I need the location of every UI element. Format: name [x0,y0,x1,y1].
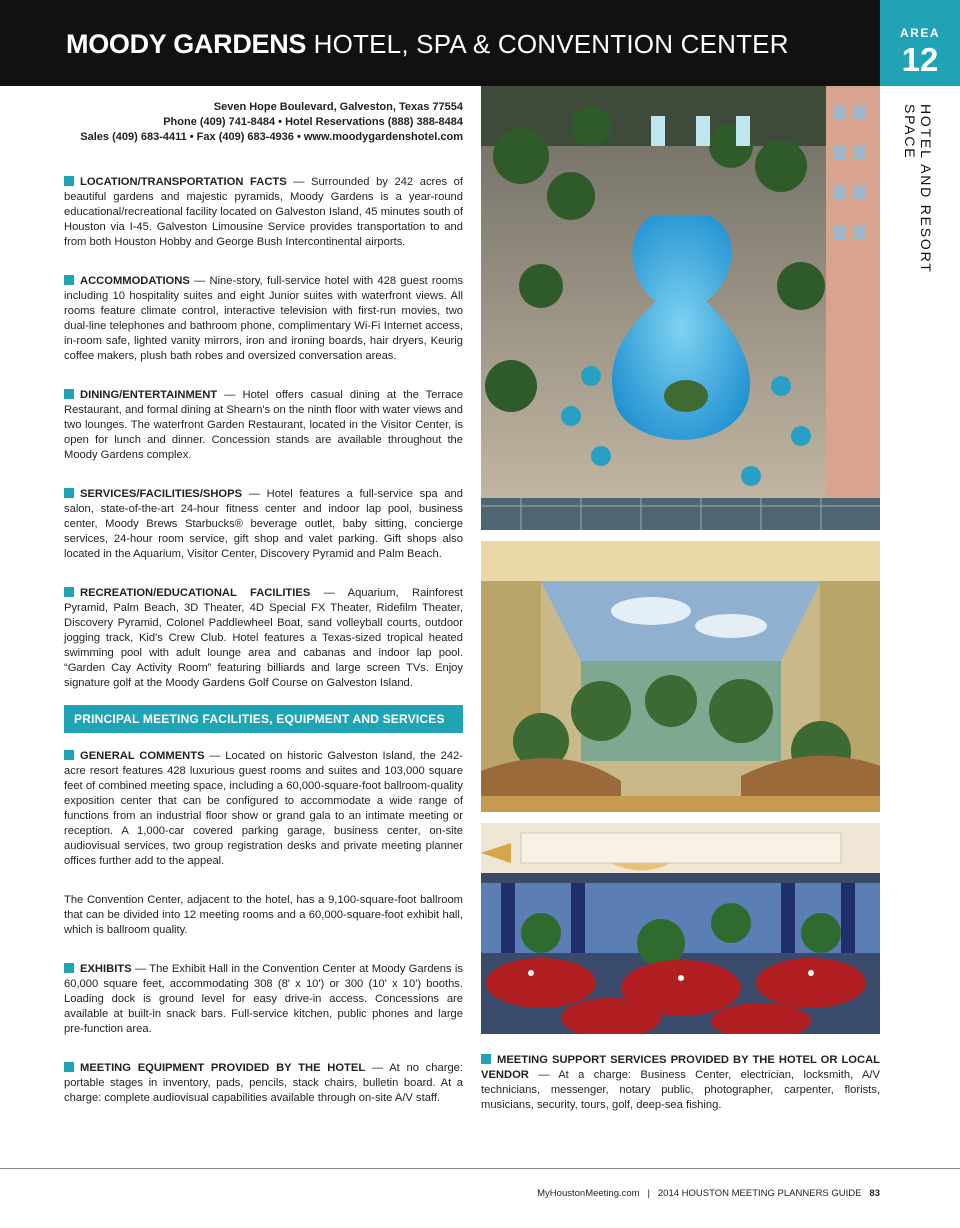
section-text: — Located on historic Galveston Island, the 242-acre resort features 428 luxurious guest rooms and suites and 103,000 square feet of combined meeting space, including a 60,000-square-foot ballroom-quality exposition center that can be configured to accommodate a wide range of functions from an industrial floor show or grand gala to an intimate meeting or reception. A 1,000-car covered parking garage, business center, on-site audiovisual services, two group registration desks and private meeting planner offices further add to the appeal. [64,750,463,867]
footer-separator: | [647,1188,650,1199]
garden-interior-photo [481,541,880,812]
meeting-support-section [481,1053,880,1113]
exhibits-section [64,962,463,1037]
section-heading: MEETING EQUIPMENT PROVIDED BY THE HOTEL [80,1062,366,1074]
header-bar [0,0,880,86]
page-footer [537,1188,880,1199]
sales-line: Sales (409) 683-4411 • Fax (409) 683-4936 • www.moodygardenshotel.com [80,131,463,143]
address-block [64,100,463,145]
general-comments-section [64,749,463,869]
recreation-section [64,586,463,691]
bullet-square-icon [64,1062,74,1072]
section-heading: ACCOMMODATIONS [80,275,190,287]
section-text: — At no charge: portable stages in inventory, pads, pencils, stack chairs, bulletin board. At a charge: complete audiovisual capabilities available through on-site A/V staff. [64,1062,463,1104]
section-text: — Aquarium, Rainforest Pyramid, Palm Beach, 3D Theater, 4D Special FX Theater, Ridefilm Theater, Discovery Pyramid, Colonel Paddlewheel Boat, sand volleyball courts, outdoor jogging track, Kid's Crew Club. Hotel features a Texas-sized tropical heated swimming pool with adult lounge area and cabanas and indoor lap pool. “Garden Cay Activity Room” featuring billiards and large screen TVs. Enjoy signature golf at the Moody Gardens Golf Course on Galveston Island. [64,587,463,689]
services-section [64,487,463,562]
bullet-square-icon [64,963,74,973]
page-number: 83 [869,1188,880,1199]
section-text: — Hotel features a full-service spa and salon, state-of-the-art 24-hour fitness center and indoor lap pool, business center, Moody Brews Starbucks® beverage outlet, baby sitting, concierge services, 24-hour room service, gift shop and valet parking. Gift shops also located in the Aquarium, Visitor Center, Discovery Pyramid and Palm Beach. [64,488,463,560]
location-section [64,175,463,250]
bullet-square-icon [64,275,74,285]
principal-meeting-bar: PRINCIPAL MEETING FACILITIES, EQUIPMENT AND SERVICES [64,705,463,733]
bullet-square-icon [64,176,74,186]
section-heading: RECREATION/EDUCATIONAL FACILITIES [80,587,311,599]
address-line: Seven Hope Boulevard, Galveston, Texas 77554 [213,101,463,113]
bullet-square-icon [481,1054,491,1064]
section-text: — Surrounded by 242 acres of beautiful gardens and majestic pyramids, Moody Gardens is a year-round educational/recreational facility located on Galveston Island, 45 minutes south of Houston via I-45. Galveston Limousine Service provides transportation to and from both Houston Hobby and George Bush Intercontinental airports. [64,176,463,248]
footer-guide-title: 2014 HOUSTON MEETING PLANNERS GUIDE [657,1188,862,1199]
area-badge [880,0,960,86]
title-rest: HOTEL, SPA & CONVENTION CENTER [313,29,789,59]
bullet-square-icon [64,389,74,399]
bullet-square-icon [64,488,74,498]
pool-aerial-photo [481,86,880,530]
area-number: 12 [901,41,939,78]
section-text: — At a charge: Business Center, electrician, locksmith, A/V technicians, messenger, notary public, photographer, carpenter, florists, musicians, security, tours, golf, deep-sea fishing. [481,1069,880,1111]
bullet-square-icon [64,750,74,760]
section-heading: SERVICES/FACILITIES/SHOPS [80,488,243,500]
section-text: — Nine-story, full-service hotel with 428 guest rooms including 10 hospitality suites and eight Junior suites with waterfront views. All rooms feature climate control, interactive television with first-run movies, two dual-line telephones and bathroom phone, complimentary Wi-Fi Internet access, in-room safe, lighted vanity mirrors, iron and ironing boards, hair dryers, Keurig coffee makers, plush bath robes and oversized conversation areas. [64,275,463,362]
footer-divider [0,1168,960,1169]
dining-section [64,388,463,463]
side-section-label: HOTEL AND RESORT SPACE [902,104,934,274]
section-text: — Hotel offers casual dining at the Terrace Restaurant, and formal dining at Shearn's on the ninth floor with water views and two lounges. The waterfront Garden Restaurant, located in the Visitor Center, is open for lunch and dinner. Concession stands are available throughout the Moody Gardens complex. [64,389,463,461]
area-label: AREA [899,26,940,40]
section-text: — The Exhibit Hall in the Convention Center at Moody Gardens is 60,000 square feet, accommodating 308 (8' x 10') or 300 (10' x 10') booths. Loading dock is ground level for easy drive-in access. Concessions are available at built-in snack bars. Full-service kitchen, public phones and large pre-function area. [64,963,463,1035]
bullet-square-icon [64,587,74,597]
ballroom-photo [481,823,880,1034]
footer-website: MyHoustonMeeting.com [537,1188,640,1199]
meeting-equipment-section [64,1061,463,1106]
page-title [66,24,789,64]
accommodations-section [64,274,463,364]
left-column [64,100,463,1106]
convention-center-paragraph: The Convention Center, adjacent to the hotel, has a 9,100-square-foot ballroom that can be divided into 12 meeting rooms and a 60,000-square-foot exhibit hall, which is ballroom quality. [64,894,463,936]
section-heading: GENERAL COMMENTS [80,750,205,762]
title-bold: MOODY GARDENS [66,29,307,59]
section-heading: DINING/ENTERTAINMENT [80,389,218,401]
phone-line: Phone (409) 741-8484 • Hotel Reservations (888) 388-8484 [163,116,463,128]
section-heading: EXHIBITS [80,963,132,975]
section-heading: LOCATION/TRANSPORTATION FACTS [80,176,287,188]
section-heading: MEETING SUPPORT SERVICES PROVIDED BY THE HOTEL OR LOCAL VENDOR [481,1054,880,1081]
